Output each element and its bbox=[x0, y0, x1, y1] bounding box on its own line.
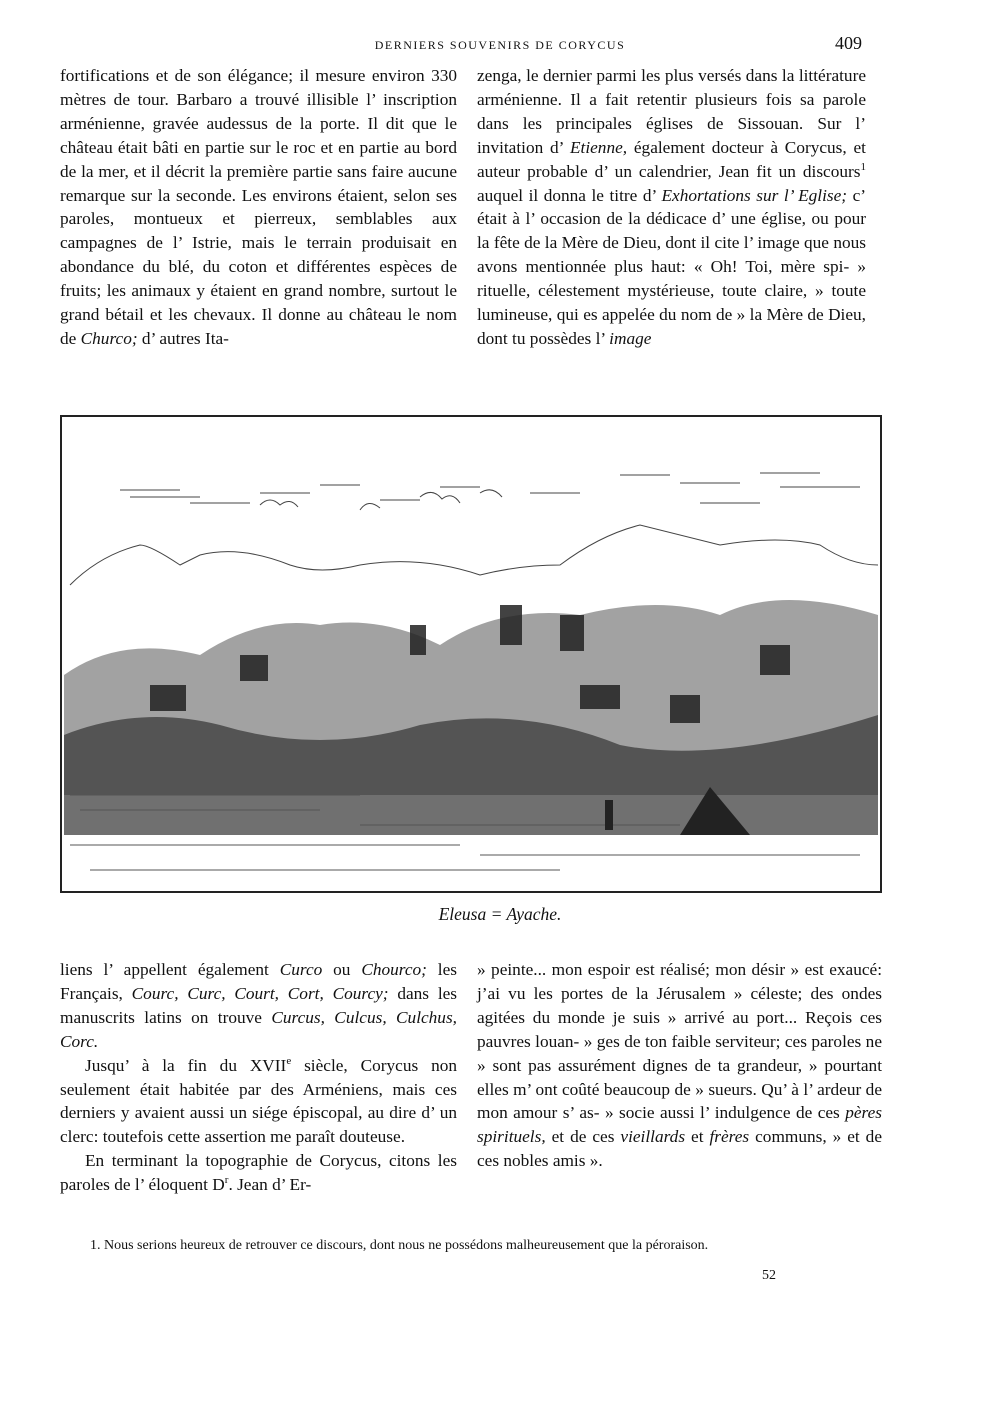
text-column-top-right bbox=[477, 64, 866, 351]
text-column-bottom-left bbox=[60, 958, 457, 1197]
paragraph: Jusqu’ à la fin du XVIIe siècle, Corycus non seulement était habitée par des Arméniens, mais ces derniers y avaient aussi un siége épiscopal, au dire d’ un clerc: toutefois cette assertion me paraît douteuse. bbox=[60, 1054, 458, 1147]
signature-mark: 52 bbox=[762, 1268, 776, 1283]
paragraph: liens l’ appellent également Curco ou Chourco; les Français, Courc, Curc, Court, Cort, Courcy; dans les manuscrits latins on trouve Curcus, Culcus, Culchus, Corc. bbox=[60, 960, 458, 1051]
paragraph: fortifications et de son élégance; il mesure environ 330 mètres de tour. Barbaro a trouvé illisible l’ inscription arménienne, gravée audessus de la porte. Il dit que le château était bâti en partie sur le roc et en partie au bord de la mer, et il décrit la première partie sans faire aucune remarque sur la seconde. Les environs étaient, selon ses paroles, montueux et pierreux, semblables aux campagnes de l’ Istrie, mais le terrain produisait en abondance du blé, du coton et différentes espèces de fruits; les animaux y étaient en grand nombre, surtout le grand bétail et les chevaux. Il donne au château le nom de Churco; d’ autres Ita- bbox=[60, 66, 457, 348]
footnote-ref: 1 bbox=[860, 160, 866, 173]
running-head: DERNIERS SOUVENIRS DE CORYCUS bbox=[374, 38, 626, 52]
landscape-engraving bbox=[60, 415, 882, 893]
text-column-bottom-right bbox=[477, 958, 882, 1173]
paragraph: En terminant la topographie de Corycus, citons les paroles de l’ éloquent $D^r$. Jean d’ Er- bbox=[60, 1151, 457, 1195]
text-column-top-left bbox=[60, 64, 457, 351]
page-number: 409 bbox=[835, 33, 862, 53]
paragraph: » peinte... mon espoir est réalisé; mon désir » est exaucé: j’ai vu les portes de la Jérusalem » céleste; des ondes agitées du monde je suis » arrivé au port... Reçois ces pauvres louan- » ges de ton faible serviteur; ces paroles ne » sont pas assurément dignes de ta grandeur, » pourtant elles m’ ont coûté beaucoup de » sueurs. Qu’ à l’ ardeur de mon amour s’ as- » socie aussi l’ indulgence de ces pères spirituels, et de ces vieillards et frères communs, » et de ces nobles amis ». bbox=[477, 960, 882, 1171]
paragraph: zenga, le dernier parmi les plus versés dans la littérature arménienne. Il a fait retentir plusieurs fois sa parole dans les principales églises de Sissouan. Sur l’ invitation d’ Etienne, également docteur à Corycus, et auteur probable d’ un calendrier, Jean fit un discours$^1$ auquel il donna le titre d’ Exhortations sur l’ Eglise; c’ était à l’ occasion de la dédicace d’ une église, ou pour la fête de la Mère de Dieu, dont il cite l’ image que nous avons mentionnée plus haut: « Oh! Toi, mère spi- » rituelle, célestement mystérieuse, toute claire, » toute lumineuse, qui es appelée du nom de » la Mère de Dieu, dont tu possèdes l’ image bbox=[477, 66, 867, 348]
figure-caption: Eleusa = Ayache. bbox=[438, 904, 562, 924]
footnote: 1. Nous serions heureux de retrouver ce discours, dont nous ne possédons malheureusement que la péroraison. bbox=[90, 1238, 709, 1253]
